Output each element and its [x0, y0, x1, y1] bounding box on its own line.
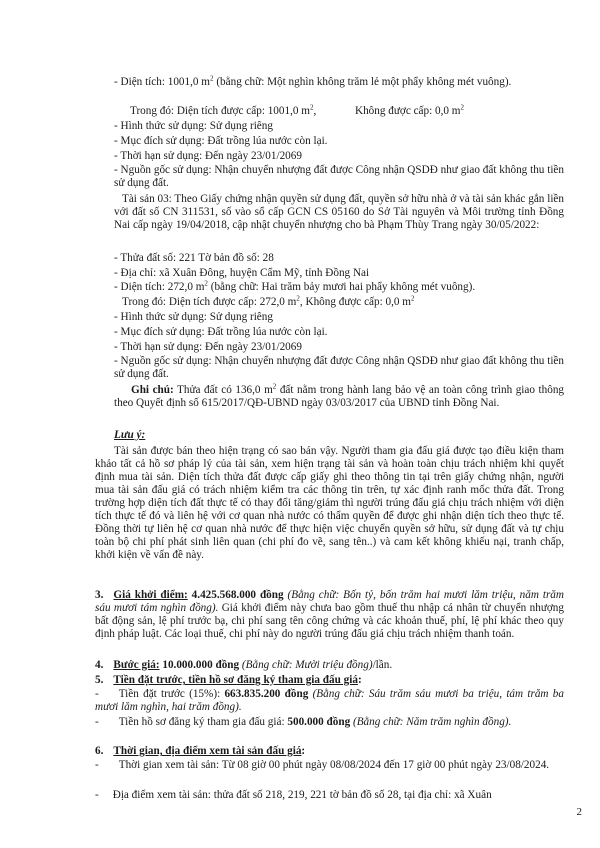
- page-number: 2: [576, 806, 582, 818]
- caution-text: Tài sản được bán theo hiện trạng có sao bán vậy. Người tham gia đấu giá được tạo điều kiện tham khảo tất cả hồ sơ pháp lý của tài sản, xem hiện trạng tài sản và hoàn toàn chịu trách nhiệm khi quyết định mua tài sản. Diện tích thửa đất được cấp giấy ghi theo thông tin tại trên giấy chứng nhận, người mua tài sản đấu giá có trách nhiệm kiểm tra các thông tin trên, tự xác định ranh mốc thửa đất. Trong trường hợp diện tích đất thực tế có thay đổi tăng/giảm thì người trúng đấu giá chịu trách nhiệm với diện tích thực tế đó và liên hệ với cơ quan nhà nước có thẩm quyền để được ghi nhận diện tích theo thực tế. Đồng thời tự liên hệ cơ quan nhà nước để thực hiện việc chuyển quyền sở hữu, sử dụng đất và tự chịu toàn bộ chi phí phát sinh liên quan (chi phí đo vẽ, sang tên..) và cam kết không khiếu nại, tranh chấp, khởi kiện về vấn đề này.: [95, 445, 564, 561]
- asset3-area: - Diện tích: 272,0 $m^2$ (bằng chữ: Hai trăm bảy mươi hai phẩy không mét vuông).: [114, 279, 476, 293]
- caution-label: Lưu ý:: [114, 429, 146, 441]
- asset2-origin: - Nguồn gốc sử dụng: Nhận chuyển nhượng đất được Công nhận QSDĐ như giao đất không thu tiền sử dụng đất.: [114, 164, 564, 189]
- section-price-step: 4. Bước giá: 10.000.000 đồng (Bằng chữ: Mười triệu đồng)/lần.: [95, 659, 393, 671]
- asset3-intro: Tài sản 03: Theo Giấy chứng nhận quyền sử dụng đất, quyền sở hữu nhà ở và tài sản khác gắn liền với đất số CN 311531, số vào sổ cấp GCN CS 05160 do Sở Tài nguyên và Môi trường tỉnh Đồng Nai cấp ngày 19/04/2018, cập nhật chuyển nhượng cho bà Phạm Thùy Trang ngày 30/05/2022:: [114, 193, 564, 231]
- asset3-term: - Thời hạn sử dụng: Đến ngày 23/01/2069: [114, 341, 302, 353]
- starting-price-value: 4.425.568.000 đồng: [187, 589, 284, 601]
- starting-price-title: Giá khởi điểm:: [113, 589, 188, 601]
- asset2-purpose: - Mục đích sử dụng: Đất trồng lúa nước còn lại.: [114, 135, 328, 147]
- fee-paragraph: - Tiền hồ sơ đăng ký tham gia đấu giá: 500.000 đồng (Bằng chữ: Năm trăm nghìn đồng).: [95, 716, 512, 728]
- viewing-time: - Thời gian xem tài sản: Từ 08 giờ 00 phút ngày 08/08/2024 đến 17 giờ 00 phút ngày 23/08/2024.: [95, 759, 550, 771]
- asset2-form: - Hình thức sử dụng: Sử dụng riêng: [114, 120, 273, 132]
- asset2-of-which: Trong đó: Diện tích được cấp: 1001,0 $m^2$,: [130, 103, 317, 117]
- viewing-place: - Địa điểm xem tài sản: thửa đất số 218, 219, 221 tờ bản đồ số 28, tại địa chỉ: xã Xuân: [95, 789, 492, 801]
- note-label: Ghi chú:: [131, 384, 174, 396]
- section-starting-price: 3. Giá khởi điểm: 4.425.568.000 đồng (Bằng chữ: Bốn tỷ, bốn trăm hai mươi lăm triệu, năm trăm sáu mươi tám nghìn đồng). Giá khởi điểm này chưa bao gồm thuế thu nhập cá nhân từ chuyển nhượng bất động sản, lệ phí trước bạ, chi phí sang tên công chứng và các khoản thuế, phí, lệ phí khác theo quy định pháp luật. Các loại thuế, chi phí này do người trúng đấu giá chịu trách nhiệm thanh toán.: [95, 589, 564, 640]
- asset2-area: - Diện tích: 1001,0 $m^2$ (bằng chữ: Một nghìn không trăm lẻ một phẩy không mét vuông).: [114, 74, 512, 88]
- asset3-address: - Địa chỉ: xã Xuân Đông, huyện Cẩm Mỹ, tỉnh Đồng Nai: [114, 267, 370, 279]
- section-deposit-title: 5. Tiền đặt trước, tiền hồ sơ đăng ký tham gia đấu giá:: [95, 674, 362, 686]
- asset3-origin: - Nguồn gốc sử dụng: Nhận chuyển nhượng đất được Công nhận QSDĐ như giao đất không thu tiền sử dụng đất.: [114, 355, 564, 380]
- asset3-purpose: - Mục đích sử dụng: Đất trồng lúa nước còn lại.: [114, 326, 328, 338]
- note-paragraph: Ghi chú: Thửa đất có 136,0 $m^2$ đất nằm trong hành lang bảo vệ an toàn công trình giao thông theo Quyết định số 615/2017/QĐ-UBND ngày 03/03/2017 của UBND tỉnh Đồng Nai.: [114, 382, 565, 409]
- asset3-form: - Hình thức sử dụng: Sử dụng riêng: [114, 311, 273, 323]
- asset3-parcel: - Thửa đất số: 221 Tờ bản đồ số: 28: [114, 252, 274, 264]
- section-viewing-title: 6. Thời gian, địa điểm xem tài sản đấu giá:: [95, 745, 306, 757]
- asset3-of-which: Trong đó: Diện tích được cấp: 272,0 $m^2$, Không được cấp: 0,0 $m^2$: [122, 294, 415, 308]
- asset2-term: - Thời hạn sử dụng: Đến ngày 23/01/2069: [114, 150, 302, 162]
- asset2-not-granted: Không được cấp: 0,0 $m^2$: [355, 103, 465, 117]
- deposit-paragraph: - Tiền đặt trước (15%): 663.835.200 đồng (Bằng chữ: Sáu trăm sáu mươi ba triệu, tám trăm ba mươi lăm nghìn, hai trăm đồng).: [95, 688, 564, 713]
